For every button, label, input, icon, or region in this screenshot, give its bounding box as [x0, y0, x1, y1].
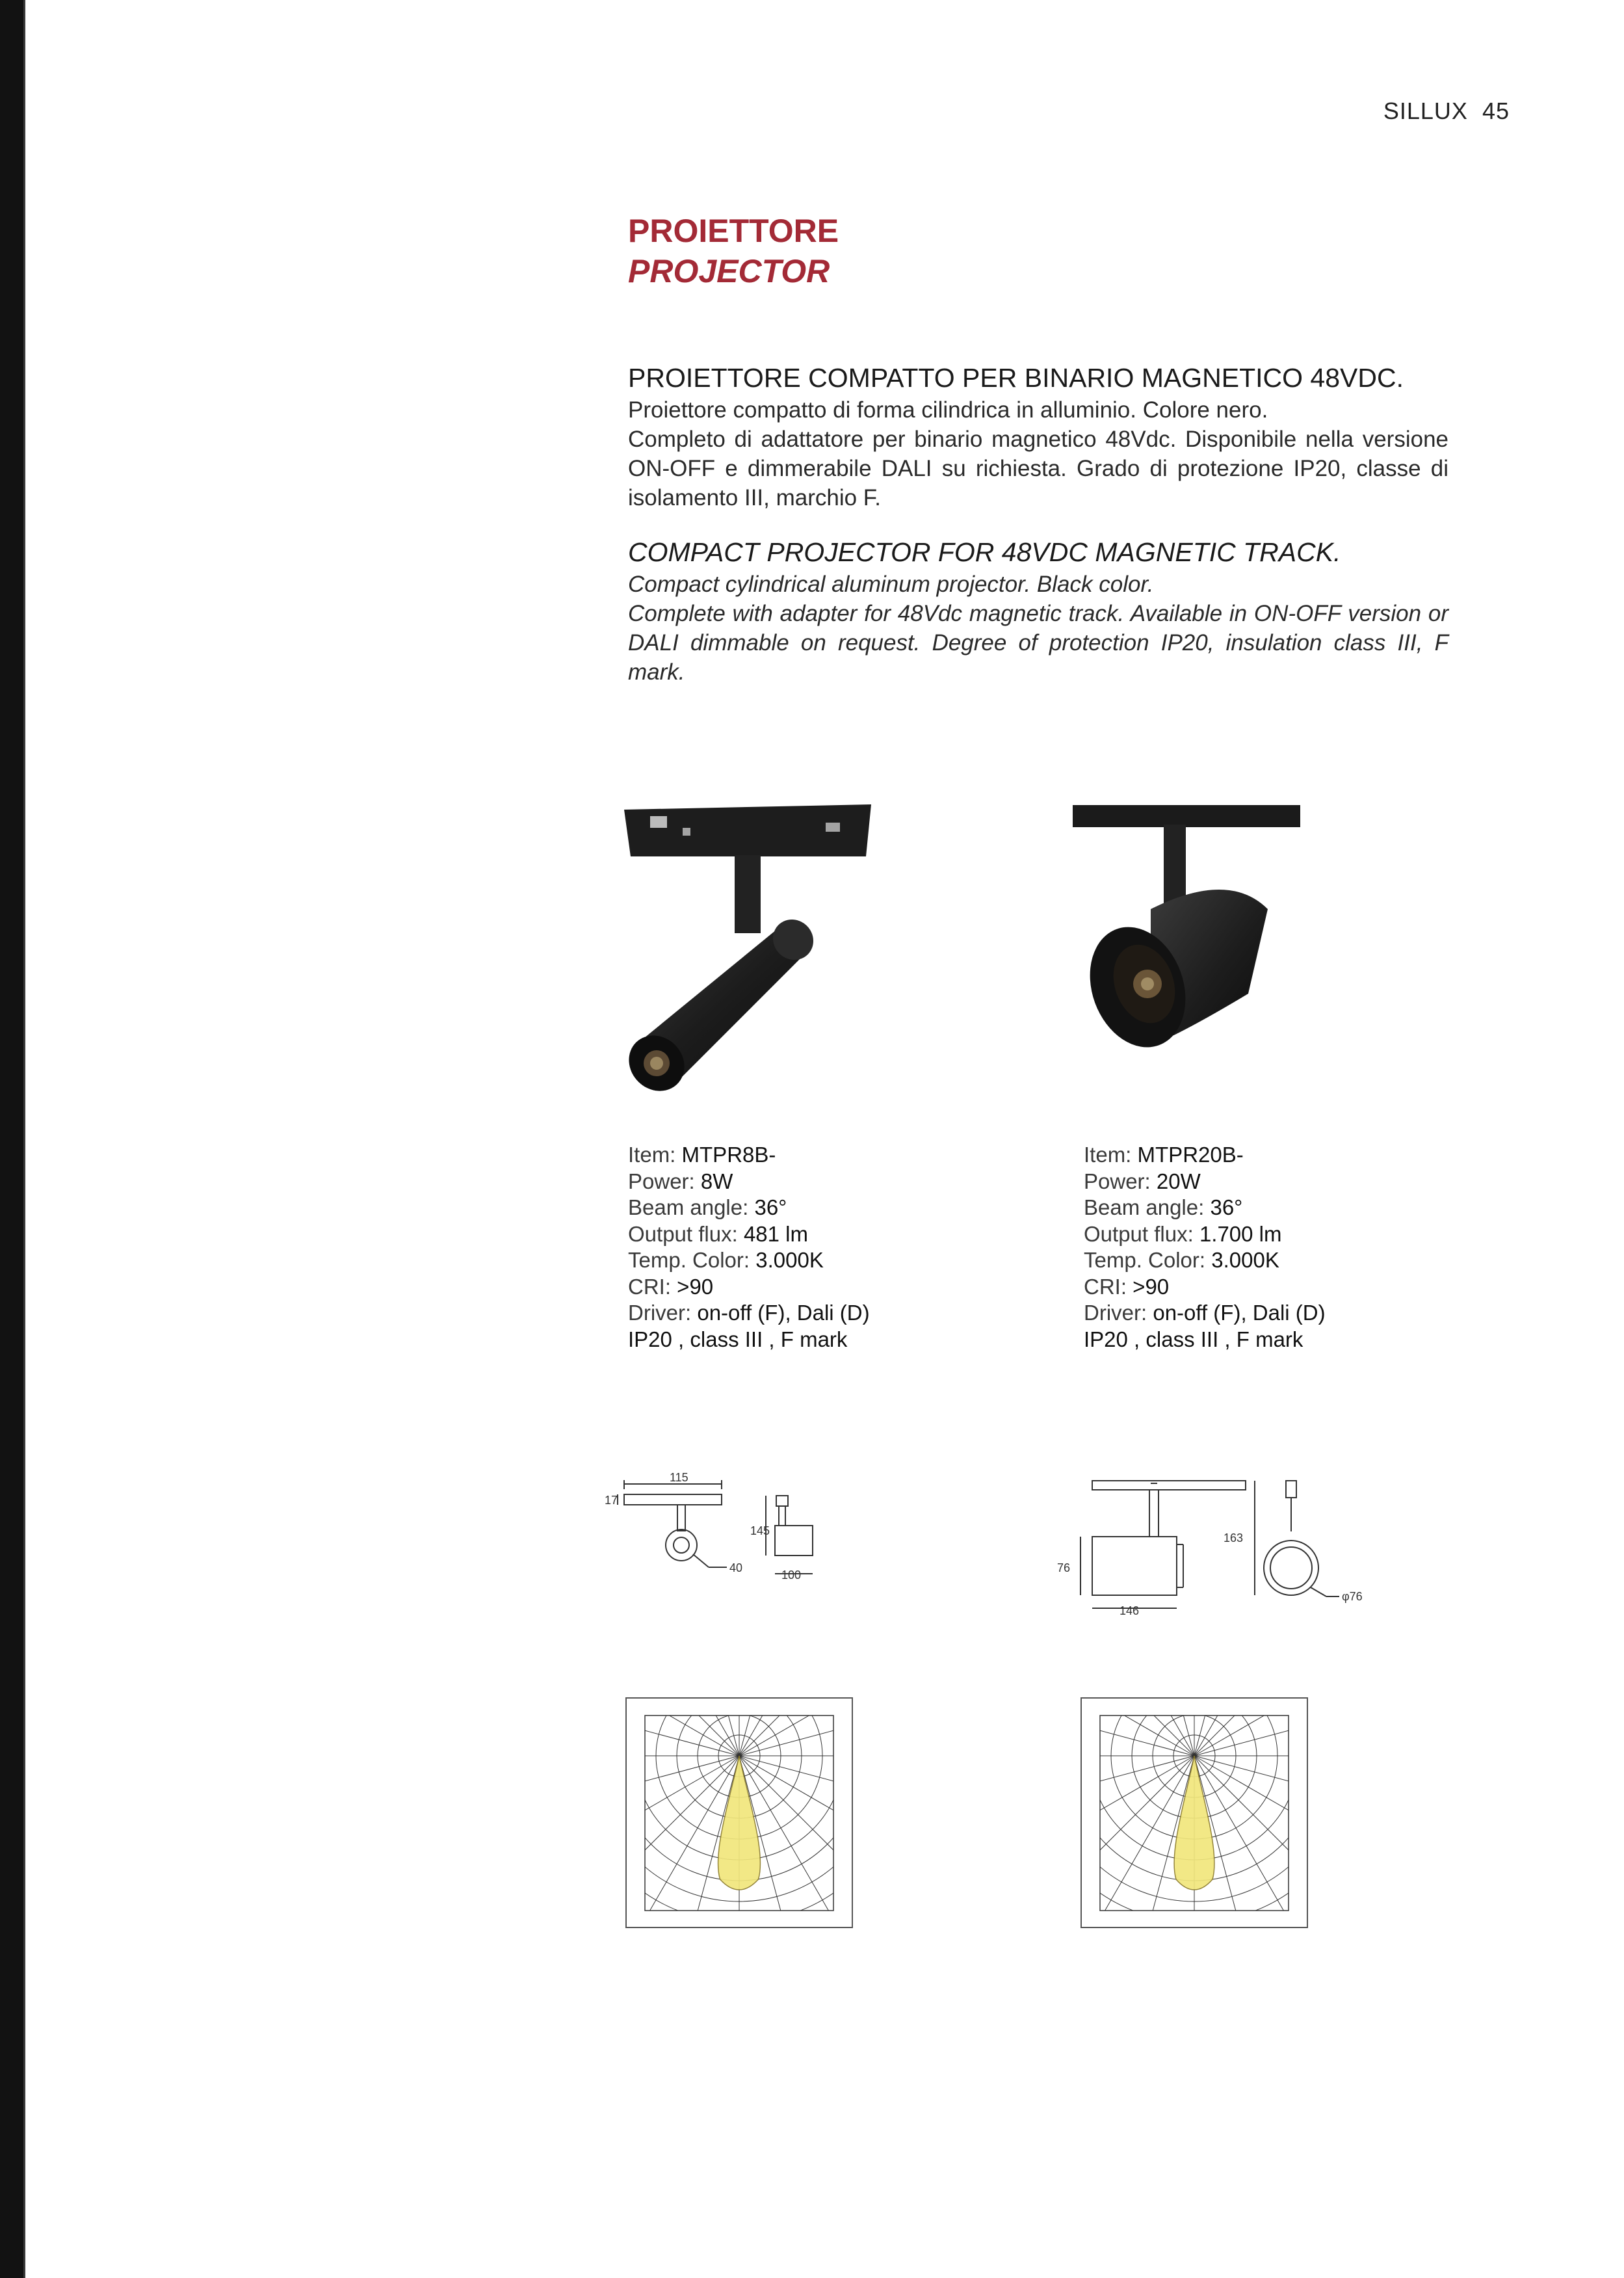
- description-english-body: Complete with adapter for 48Vdc magnetic track. Available in ON-OFF version or DALI dimmable on request. Degree of protection IP20, insulation class III, F mark.: [628, 601, 1448, 685]
- spec-temp-color: Temp. Color: 3.000K: [1084, 1248, 1279, 1272]
- spec-item: Item: MTPR8B-: [628, 1143, 776, 1167]
- description-italian-line1: Proiettore compatto di forma cilindrica in alluminio. Colore nero.: [628, 397, 1268, 423]
- product-photo-mtpr20b: [1053, 799, 1326, 1072]
- dim-length-label: 115: [670, 1471, 688, 1484]
- description-english: [628, 535, 1448, 687]
- page-edge-line: [23, 0, 25, 2278]
- product-specs-2: [1084, 1142, 1326, 1353]
- spec-temp-color: Temp. Color: 3.000K: [628, 1248, 824, 1272]
- title-english: PROJECTOR: [628, 253, 830, 289]
- description-italian: [628, 360, 1448, 512]
- dim-diameter-label: 40: [729, 1561, 743, 1574]
- brand-name: SILLUX: [1383, 98, 1468, 124]
- page-number: 45: [1482, 98, 1510, 124]
- title-italian: PROIETTORE: [628, 213, 839, 249]
- product-specs-1: [628, 1142, 870, 1353]
- spec-item: Item: MTPR20B-: [1084, 1143, 1244, 1167]
- spec-cri: CRI: >90: [1084, 1274, 1170, 1299]
- photometric-diagram-1: [625, 1697, 853, 1928]
- description-english-heading: COMPACT PROJECTOR FOR 48VDC MAGNETIC TRACK.: [628, 537, 1341, 567]
- spec-driver: Driver: on-off (F), Dali (D): [1084, 1301, 1326, 1325]
- dim-diameter-side-label: 76: [1057, 1561, 1071, 1574]
- spec-cri: CRI: >90: [628, 1274, 714, 1299]
- spec-power: Power: 20W: [1084, 1169, 1201, 1193]
- product-photo-mtpr8b: [611, 797, 884, 1096]
- spec-output-flux: Output flux: 1.700 lm: [1084, 1221, 1282, 1246]
- dim-height-label: 163: [1224, 1531, 1244, 1544]
- spec-power: Power: 8W: [628, 1169, 733, 1193]
- spec-output-flux: Output flux: 481 lm: [628, 1221, 808, 1246]
- dimension-drawing-2: [1053, 1466, 1404, 1622]
- description-italian-heading: PROIETTORE COMPATTO PER BINARIO MAGNETICO 48VDC.: [628, 363, 1404, 393]
- dim-body-length-label: 100: [781, 1569, 802, 1582]
- description-italian-body: Completo di adattatore per binario magnetico 48Vdc. Disponibile nella versione ON-OFF e dimmerabile DALI su richiesta. Grado di protezione IP20, classe di isolamento III, marchio F.: [628, 427, 1448, 510]
- section-title: [628, 211, 839, 291]
- spec-driver: Driver: on-off (F), Dali (D): [628, 1301, 870, 1325]
- dim-height-label: 145: [750, 1524, 770, 1537]
- spec-ip-class: IP20 , class III , F mark: [628, 1327, 848, 1351]
- page-edge-dark-strip: [0, 0, 23, 2278]
- description-english-line1: Compact cylindrical aluminum projector. Black color.: [628, 572, 1154, 597]
- spec-beam-angle: Beam angle: 36°: [628, 1195, 787, 1219]
- spec-ip-class: IP20 , class III , F mark: [1084, 1327, 1303, 1351]
- dim-body-length-label: 146: [1120, 1604, 1140, 1617]
- page-header: [1383, 98, 1510, 125]
- dim-height-top-label: 17: [605, 1494, 618, 1507]
- spec-beam-angle: Beam angle: 36°: [1084, 1195, 1243, 1219]
- dim-diameter-label: φ76: [1342, 1590, 1363, 1603]
- dimension-drawing-1: [605, 1470, 878, 1600]
- photometric-diagram-2: [1080, 1697, 1308, 1928]
